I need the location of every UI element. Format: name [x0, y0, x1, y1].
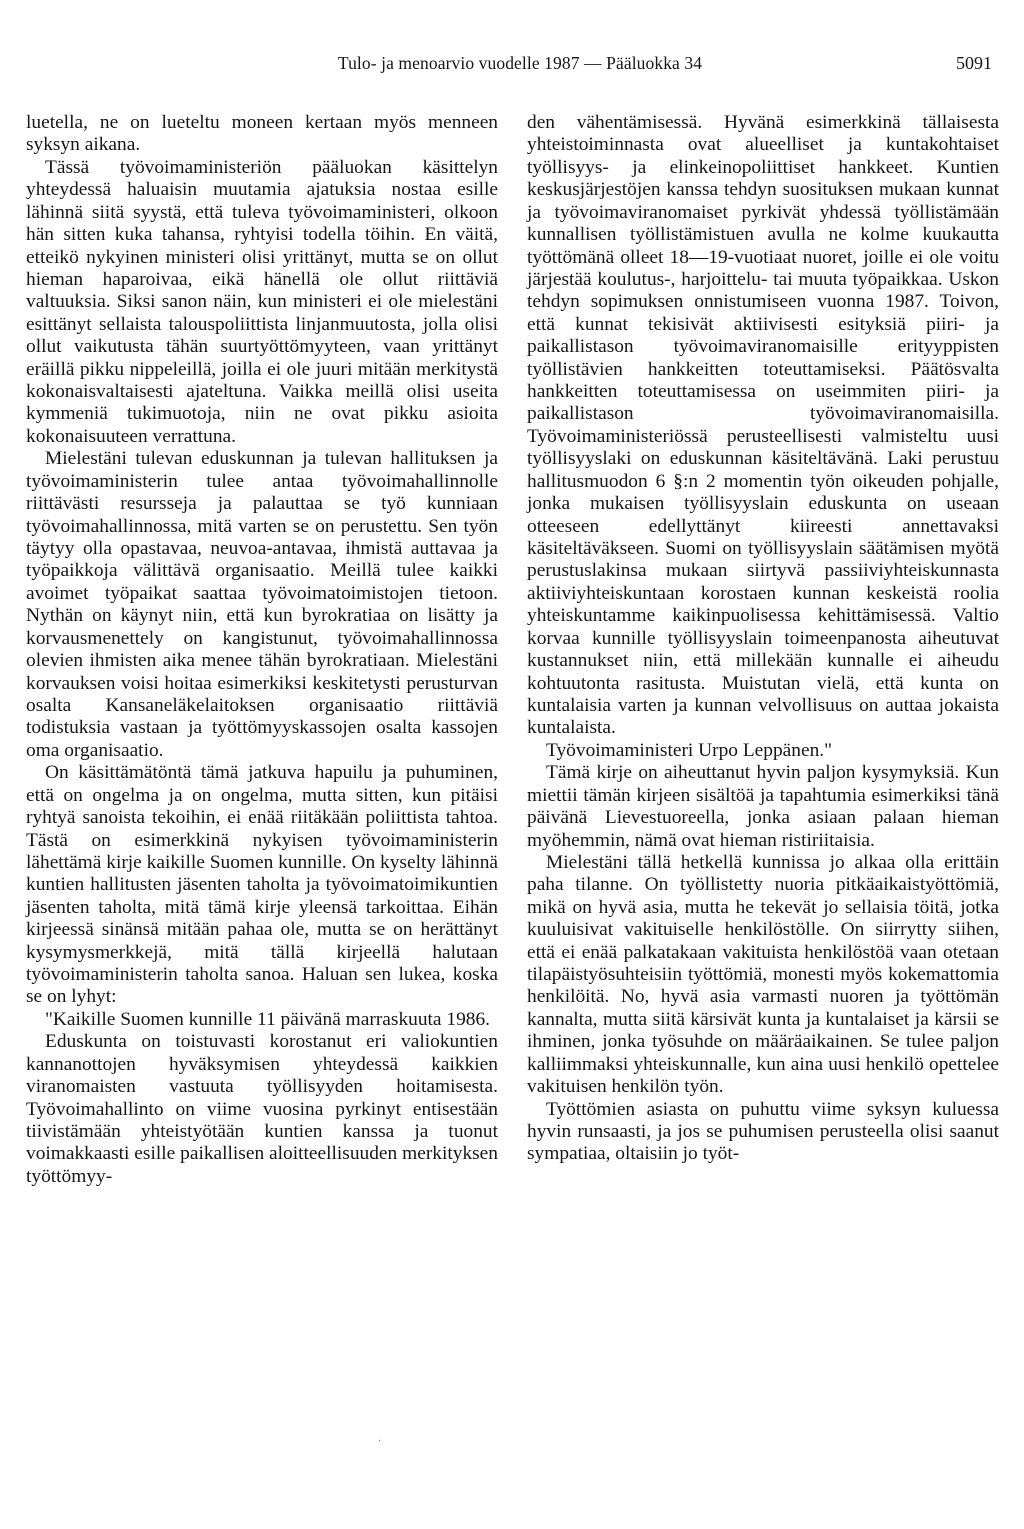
right-column — [527, 112, 999, 1166]
paragraph: luetella, ne on lueteltu moneen kertaan myös menneen syksyn aikana. — [26, 112, 498, 156]
quoted-letter-signature: Työvoimaministeri Urpo Leppänen." — [546, 739, 833, 761]
paragraph: Tässä työvoimaministeriön pääluokan käsittelyn yhteydessä haluaisin muutamia ajatuksia nostaa esille lähinnä siitä syystä, että tuleva työvoimaministeri, olkoon hän sitten kuka tahansa, ryhtyisi todella töihin. En väitä, etteikö nykyinen ministeri olisi yrittänyt, mutta se on ollut hieman haparoivaa, eikä hänellä ole ollut riittäviä valtuuksia. Siksi sanon näin, kun ministeri ei ole mielestäni esittänyt sellaista talouspoliittista linjanmuutosta, jolla olisi ollut vaikutusta tähän suurtyöttömyyteen, vaan yrittänyt eräillä pikku nippeleillä, joilla ei ole juuri mitään merkitystä kokonaisvaltaisesti ajateltuna. Vaikka meillä olisi useita kymmeniä tukimuotoja, niin ne ovat pikku asioita kokonaisuuteen verrattuna. — [26, 156, 498, 447]
page-number: 5091 — [956, 53, 992, 73]
paragraph: Mielestäni tällä hetkellä kunnissa jo alkaa olla erittäin paha tilanne. On työllistetty nuoria pitkäaikaistyöttömiä, mikä on hyvä asia, mutta he tekevät jo sellaisia töitä, jotka kuuluisivat vakituiselle henkilöstölle. On siirrytty siihen, että ei enää palkatakaan vakituista henkilöstöä vaan otetaan tilapäistyösuhteisiin työttömiä, monesti myös kokemattomia henkilöitä. No, hyvä asia varmasti nuoren ja työttömän kannalta, mutta siitä kärsivät kunta ja kuntalaiset ja kärsii se ihminen, jonka työsuhde on määräaikainen. Se tulee paljon kalliimmaksi yhteiskunnalle, kun aina uusi henkilö opettelee vakituisen henkilön työn. — [527, 851, 999, 1098]
quoted-letter-salutation: "Kaikille Suomen kunnille 11 päivänä marraskuuta 1986. — [45, 1008, 490, 1030]
paragraph: Tämä kirje on aiheuttanut hyvin paljon kysymyksiä. Kun miettii tämän kirjeen sisältöä ja tapahtumia esimerkiksi tänä päivänä Lievestuoreella, jonka asiaan palaan hieman myöhemmin, nämä ovat hieman ristiriitaisia. — [527, 762, 999, 851]
running-header: Tulo- ja menoarvio vuodelle 1987 — Pääluokka 34 — [337, 53, 703, 73]
quoted-letter-paragraph: den vähentämisessä. Hyvänä esimerkkinä tällaisesta yhteistoiminnasta ovat alueelliset ja kuntakohtaiset työllisyys- ja elinkeinopoliittiset hankkeet. Kuntien keskusjärjestöjen kanssa tehdyn suosituksen mukaan kunnat ja työvoimaviranomaiset pyrkivät yhdessä työllistämään kunnallisen työllistämistuen avulla ne kolme kuukautta työttömänä olleet 18—19-vuotiaat nuoret, joille ei ole voitu järjestää koulutus-, harjoittelu- tai muuta työpaikkaa. Uskon tehdyn sopimuksen onnistumiseen vuonna 1987. Toivon, että kunnat tekisivät aktiivisesti esityksiä piiri- ja paikallistason työvoimaviranomaisille erityyppisten työllistävien hankkeitten toteuttamiseksi. Päätösvalta hankkeitten toteuttamisessa on useimmiten piiri- ja paikallistason työvoimaviranomaisilla. Työvoimaministeriössä perusteellisesti valmisteltu uusi työllisyyslaki on eduskunnan käsiteltävänä. Laki perustuu hallitusmuodon 6 §:n 2 momentin työn oikeuden pohjalle, jonka mukaisen työllisyyslain eduskunta on useaan otteeseen edellyttänyt kiireesti annettavaksi käsiteltäväkseen. Suomi on työllisyyslain säätämisen myötä perustuslakinsa mukaan siirtyvä passiiviyhteiskunnasta aktiiviyhteiskuntaan korostaen kunnan keskeistä roolia yhteiskuntamme kaikinpuolisessa kehittämisessä. Valtio korvaa kunnille työllisyyslain toimeenpanosta aiheutuvat kustannukset niin, että millekään kunnalle ei aiheudu kohtuutonta rasitusta. Muistutan vielä, että kunta on kuntalaisia varten ja kunnan velvollisuus on auttaa jokaista kuntalaista. — [527, 112, 999, 739]
scan-speck: · — [378, 1436, 382, 1447]
quoted-letter-paragraph: Eduskunta on toistuvasti korostanut eri valiokuntien kannanottojen hyväksymisen yhteydessä kaikkien viranomaisten vastuuta työllisyyden hoitamisesta. Työvoimahallinto on viime vuosina pyrkinyt entisestään tiivistämään yhteistyötään kuntien kanssa ja tuonut voimakkaasti esille paikallisen aloitteellisuuden merkityksen työttömyy- — [26, 1031, 498, 1187]
left-column — [26, 112, 498, 1188]
paragraph: Työttömien asiasta on puhuttu viime syksyn kuluessa hyvin runsaasti, ja jos se puhumisen perusteella olisi saanut sympatiaa, oltaisiin jo työt- — [527, 1098, 999, 1165]
paragraph: Mielestäni tulevan eduskunnan ja tulevan hallituksen ja työvoimaministerin tulee antaa työvoimahallinnolle riittävästi resursseja ja palauttaa se työ kunniaan työvoimahallinnossa, mitä varten se on perustettu. Sen työn täytyy olla opastavaa, neuvoa-antavaa, ihmistä auttavaa ja työpaikkoja välittävä organisaatio. Meillä tulee kaikki avoimet työpaikat saattaa työvoimatoimistojen tietoon. Nythän on käynyt niin, että kun byrokratiaa on lisätty ja korvausmenettely on kangistunut, työvoimahallinnossa olevien ihmisten aika menee tähän byrokratiaan. Mielestäni korvauksen voisi hoitaa esimerkiksi keskitetysti perusturvan osalta Kansaneläkelaitoksen organisaatio riittäviä todistuksia vastaan ja työttömyyskassojen osalta kassojen oma organisaatio. — [26, 448, 498, 761]
paragraph: On käsittämätöntä tämä jatkuva hapuilu ja puhuminen, että on ongelma ja on ongelma, mutta sitten, kun pitäisi ryhtyä sanoista tekoihin, ei enää riitäkään poliittista tahtoa. Tästä on esimerkkinä nykyisen työvoimaministerin lähettämä kirje kaikille Suomen kunnille. On kyselty lähinnä kuntien hallitusten jäsenten taholta ja työvoimatoimikuntien jäsenten taholta, mitä tämä kirje yleensä tarkoittaa. Eihän kirjeessä sinänsä mitään pahaa ole, mutta se on herättänyt kysymysmerkkejä, mitä tällä kirjeellä halutaan työvoimaministerin taholta sanoa. Haluan sen lukea, koska se on lyhyt: — [26, 762, 498, 1008]
